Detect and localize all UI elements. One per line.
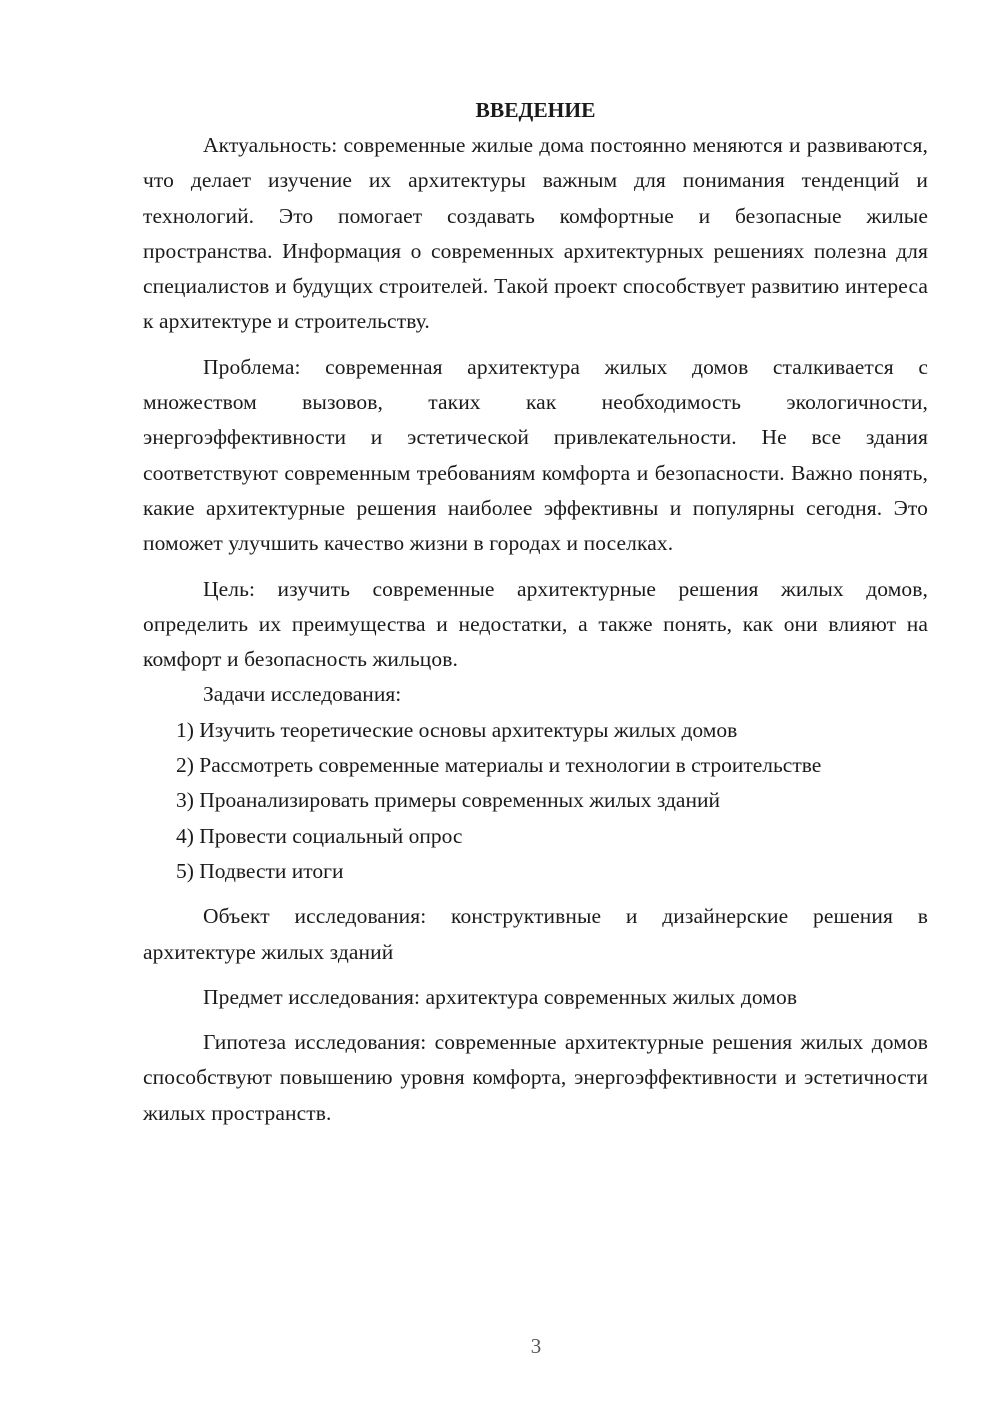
task-item-2: 2) Рассмотреть современные материалы и технологии в строительстве [176,753,822,778]
document-body [143,92,928,1131]
paragraph-object: Объект исследования: конструктивные и дизайнерские решения в архитектуре жилых зданий [143,904,928,964]
section-title: ВВЕДЕНИЕ [475,98,596,122]
task-item-5: 5) Подвести итоги [176,858,344,883]
paragraph-relevance: Актуальность: современные жилые дома постоянно меняются и развиваются, что делает изучение их архитектуры важным для понимания тенденций и технологий. Это помогает создавать комфортные и безопасные жилые пространства. Информация о современных архитектурных решениях полезна для специалистов и будущих строителей. Такой проект способствует развитию интереса к архитектуре и строительству. [143,133,928,334]
task-item-1: 1) Изучить теоретические основы архитектуры жилых домов [176,717,738,742]
paragraph-hypothesis: Гипотеза исследования: современные архитектурные решения жилых домов способствуют повышению уровня комфорта, энергоэффективности и эстетичности жилых пространств. [143,1030,928,1125]
page-number: 3 [530,1334,542,1358]
paragraph-subject: Предмет исследования: архитектура современных жилых домов [203,984,798,1009]
task-item-3: 3) Проанализировать примеры современных жилых зданий [176,788,720,813]
tasks-intro: Задачи исследования: [203,682,402,707]
task-item-4: 4) Провести социальный опрос [176,823,463,848]
paragraph-problem: Проблема: современная архитектура жилых домов сталкивается с множеством вызовов, таких как необходимость экологичности, энергоэффективности и эстетической привлекательности. Не все здания соответствуют современным требованиям комфорта и безопасности. Важно понять, какие архитектурные решения наиболее эффективны и популярны сегодня. Это поможет улучшить качество жизни в городах и поселках. [143,354,928,556]
paragraph-goal: Цель: изучить современные архитектурные решения жилых домов, определить их преимущества и недостатки, а также понять, как они влияют на комфорт и безопасность жильцов. [143,576,928,672]
